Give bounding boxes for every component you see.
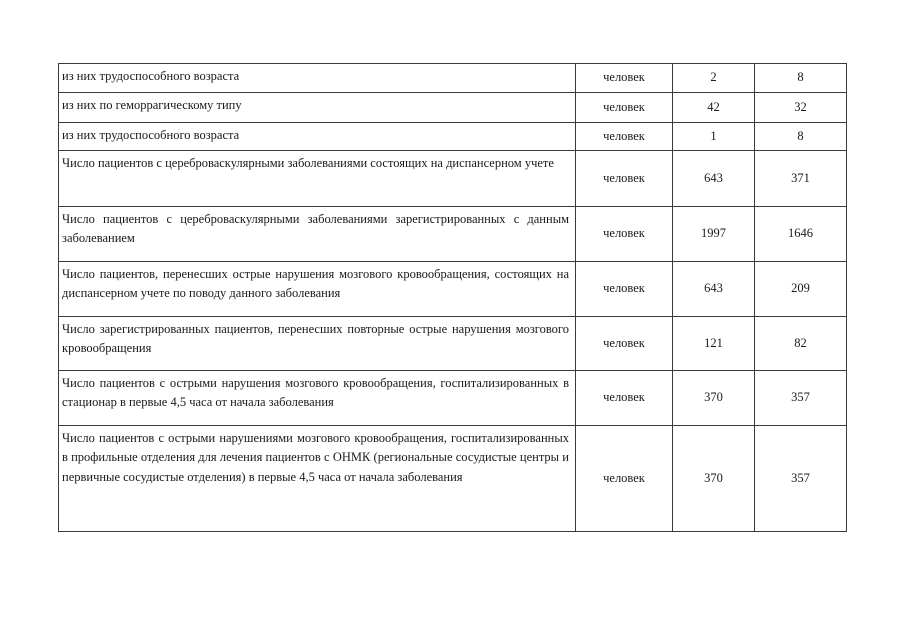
row-description: из них трудоспособного возраста	[59, 64, 576, 93]
row-description: Число пациентов с острыми нарушениями мозгового кровообращения, госпитализированных в профильные отделения для лечения пациентов с ОНМК (региональные сосудистые центры и первичные сосудистые отделения) в первые 4,5 часа от начала заболевания	[59, 426, 576, 532]
table-row	[59, 123, 847, 151]
row-value-2: 82	[755, 317, 847, 371]
table-row	[59, 262, 847, 317]
row-value-1: 42	[673, 93, 755, 123]
row-value-1: 643	[673, 151, 755, 207]
row-value-1: 643	[673, 262, 755, 317]
row-value-2: 1646	[755, 207, 847, 262]
row-unit: человек	[576, 371, 673, 426]
row-value-2: 209	[755, 262, 847, 317]
row-description: Число пациентов с острыми нарушения мозгового кровообращения, госпитализированных в стационар в первые 4,5 часа от начала заболевания	[59, 371, 576, 426]
row-value-1: 370	[673, 371, 755, 426]
row-unit: человек	[576, 262, 673, 317]
table-row	[59, 64, 847, 93]
row-unit: человек	[576, 64, 673, 93]
row-unit: человек	[576, 123, 673, 151]
row-value-1: 121	[673, 317, 755, 371]
row-unit: человек	[576, 317, 673, 371]
table-row	[59, 317, 847, 371]
row-description: из них по геморрагическому типу	[59, 93, 576, 123]
row-value-2: 8	[755, 64, 847, 93]
statistics-table	[58, 63, 847, 532]
table-row	[59, 426, 847, 532]
row-description: из них трудоспособного возраста	[59, 123, 576, 151]
row-value-2: 8	[755, 123, 847, 151]
row-value-1: 1997	[673, 207, 755, 262]
row-value-2: 371	[755, 151, 847, 207]
row-description: Число пациентов, перенесших острые нарушения мозгового кровообращения, состоящих на диспансерном учете по поводу данного заболевания	[59, 262, 576, 317]
row-unit: человек	[576, 93, 673, 123]
row-value-2: 357	[755, 426, 847, 532]
row-unit: человек	[576, 151, 673, 207]
row-unit: человек	[576, 207, 673, 262]
row-value-2: 32	[755, 93, 847, 123]
row-description: Число пациентов с цереброваскулярными заболеваниями зарегистрированных с данным заболеванием	[59, 207, 576, 262]
table-row	[59, 151, 847, 207]
table-row	[59, 93, 847, 123]
row-value-1: 1	[673, 123, 755, 151]
row-unit: человек	[576, 426, 673, 532]
row-description: Число пациентов с цереброваскулярными заболеваниями состоящих на диспансерном учете	[59, 151, 576, 207]
row-value-1: 370	[673, 426, 755, 532]
row-value-1: 2	[673, 64, 755, 93]
row-value-2: 357	[755, 371, 847, 426]
table-row	[59, 207, 847, 262]
row-description: Число зарегистрированных пациентов, перенесших повторные острые нарушения мозгового кровообращения	[59, 317, 576, 371]
table-row	[59, 371, 847, 426]
